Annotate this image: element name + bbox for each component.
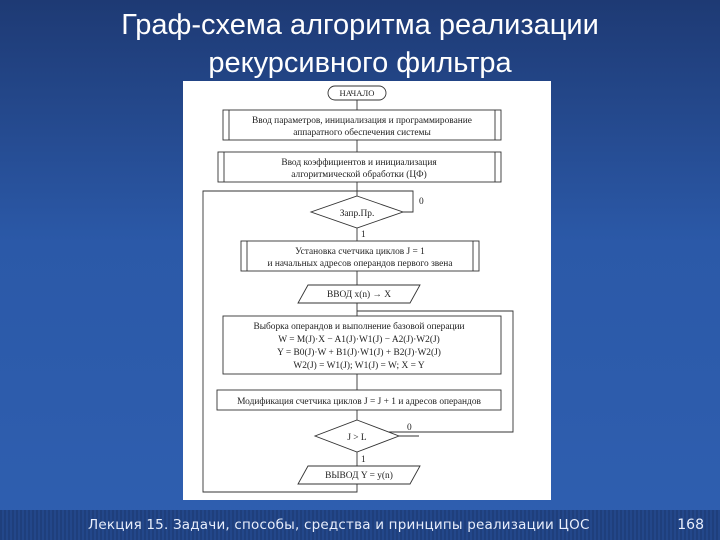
input-label: ВВОД x(n) → X	[327, 290, 391, 300]
footer-text: Лекция 15. Задачи, способы, средства и принципы реализации ЦОС	[88, 517, 590, 533]
decision2-no-label: 0	[407, 423, 412, 433]
step1-line1: Ввод параметров, инициализация и программирование	[252, 116, 472, 126]
step2-line1: Ввод коэффициентов и инициализация	[281, 158, 437, 168]
decision1-yes-label: 1	[361, 230, 366, 240]
flowchart-figure	[183, 81, 551, 500]
step3-line2: и начальных адресов операндов первого звена	[267, 259, 453, 269]
step4-line1: Выборка операндов и выполнение базовой операции	[253, 322, 465, 332]
decision2-label: J > L	[347, 433, 367, 443]
step4-line3: Y = B0(J)·W + B1(J)·W1(J) + B2(J)·W2(J)	[277, 348, 441, 358]
step4-line4: W2(J) = W1(J); W1(J) = W; X = Y	[293, 361, 425, 371]
page-number: 168	[677, 517, 704, 533]
flowchart-svg	[183, 81, 551, 500]
step4-line2: W = M(J)·X − A1(J)·W1(J) − A2(J)·W2(J)	[278, 335, 440, 345]
output-label: ВЫВОД Y = y(n)	[325, 471, 393, 481]
step1-line2: аппаратного обеспечения системы	[293, 128, 431, 138]
step5-label: Модификация счетчика циклов J = J + 1 и адресов операндов	[237, 397, 481, 407]
decision2-yes-label: 1	[361, 455, 366, 465]
slide-title: Граф-схема алгоритма реализации рекурсивного фильтра	[121, 9, 599, 79]
step3-line1: Установка счетчика циклов J = 1	[295, 247, 425, 257]
decision1-no-label: 0	[419, 197, 424, 207]
start-label: НАЧАЛО	[339, 88, 375, 98]
step2-line2: алгоритмической обработки (ЦФ)	[291, 170, 427, 180]
decision1-label: Запр.Пр.	[339, 209, 375, 219]
